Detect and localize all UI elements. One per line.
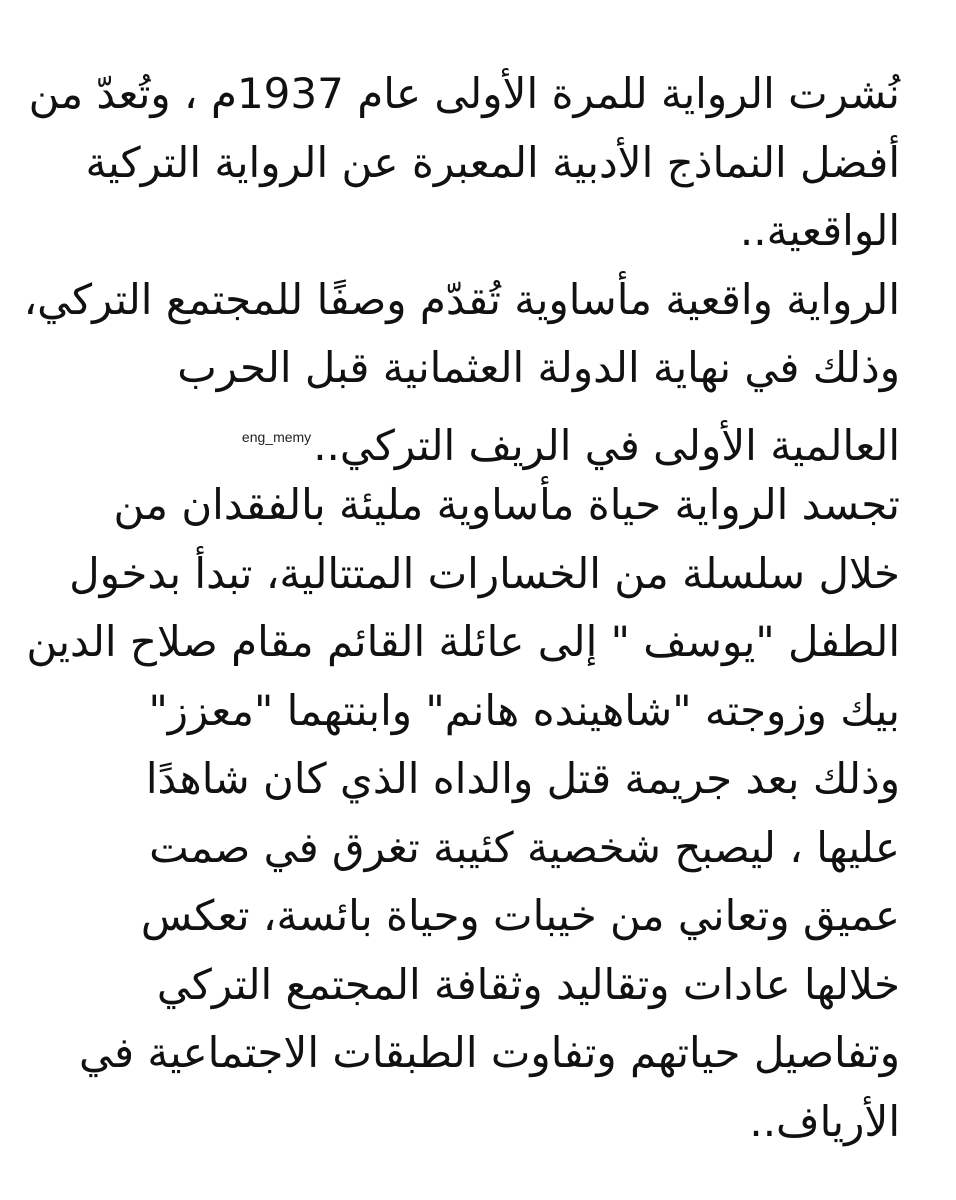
text-line-12: عليها ، ليصبح شخصية كئيبة تغرق في صمت: [149, 822, 900, 872]
text-line-9: الطفل "يوسف " إلى عائلة القائم مقام صلاح الدين: [26, 617, 900, 666]
text-line-7: تجسد الرواية حياة مأساوية مليئة بالفقدان من: [113, 480, 900, 529]
text-line-11: وذلك بعد جريمة قتل والداه الذي كان شاهدًا: [145, 754, 900, 803]
text-line-5: وذلك في نهاية الدولة العثمانية قبل الحرب: [177, 343, 900, 392]
text-line-8: خلال سلسلة من الخسارات المتتالية، تبدأ بدخول: [69, 548, 900, 598]
text-line-14: خلالها عادات وتقاليد وثقافة المجتمع التركي: [156, 959, 900, 1009]
text-line-2: أفضل النماذج الأدبية المعبرة عن الرواية التركية: [85, 137, 900, 187]
text-line-13: عميق وتعاني من خيبات وحياة بائسة، تعكس: [140, 891, 900, 940]
text-line-15: وتفاصيل حياتهم وتفاوت الطبقات الاجتماعية في: [78, 1028, 900, 1077]
text-line-4: الرواية واقعية مأساوية تُقدّم وصفًا للمجتمع التركي،: [23, 274, 900, 324]
text-line-6-wrapper: [100, 403, 900, 472]
text-line-16: الأرياف..: [749, 1096, 900, 1146]
text-line-10: بيك وزوجته "شاهينده هانم" وابنتهما "معزز": [148, 685, 900, 735]
text-line-1: نُشرت الرواية للمرة الأولى عام 1937م ، وتُعدّ من: [28, 69, 900, 118]
watermark: eng_memy: [241, 428, 312, 445]
text-line-3: الواقعية..: [739, 206, 900, 255]
text-line-6: العالمية الأولى في الريف التركي..: [313, 420, 900, 470]
article-text: [23, 60, 900, 1156]
